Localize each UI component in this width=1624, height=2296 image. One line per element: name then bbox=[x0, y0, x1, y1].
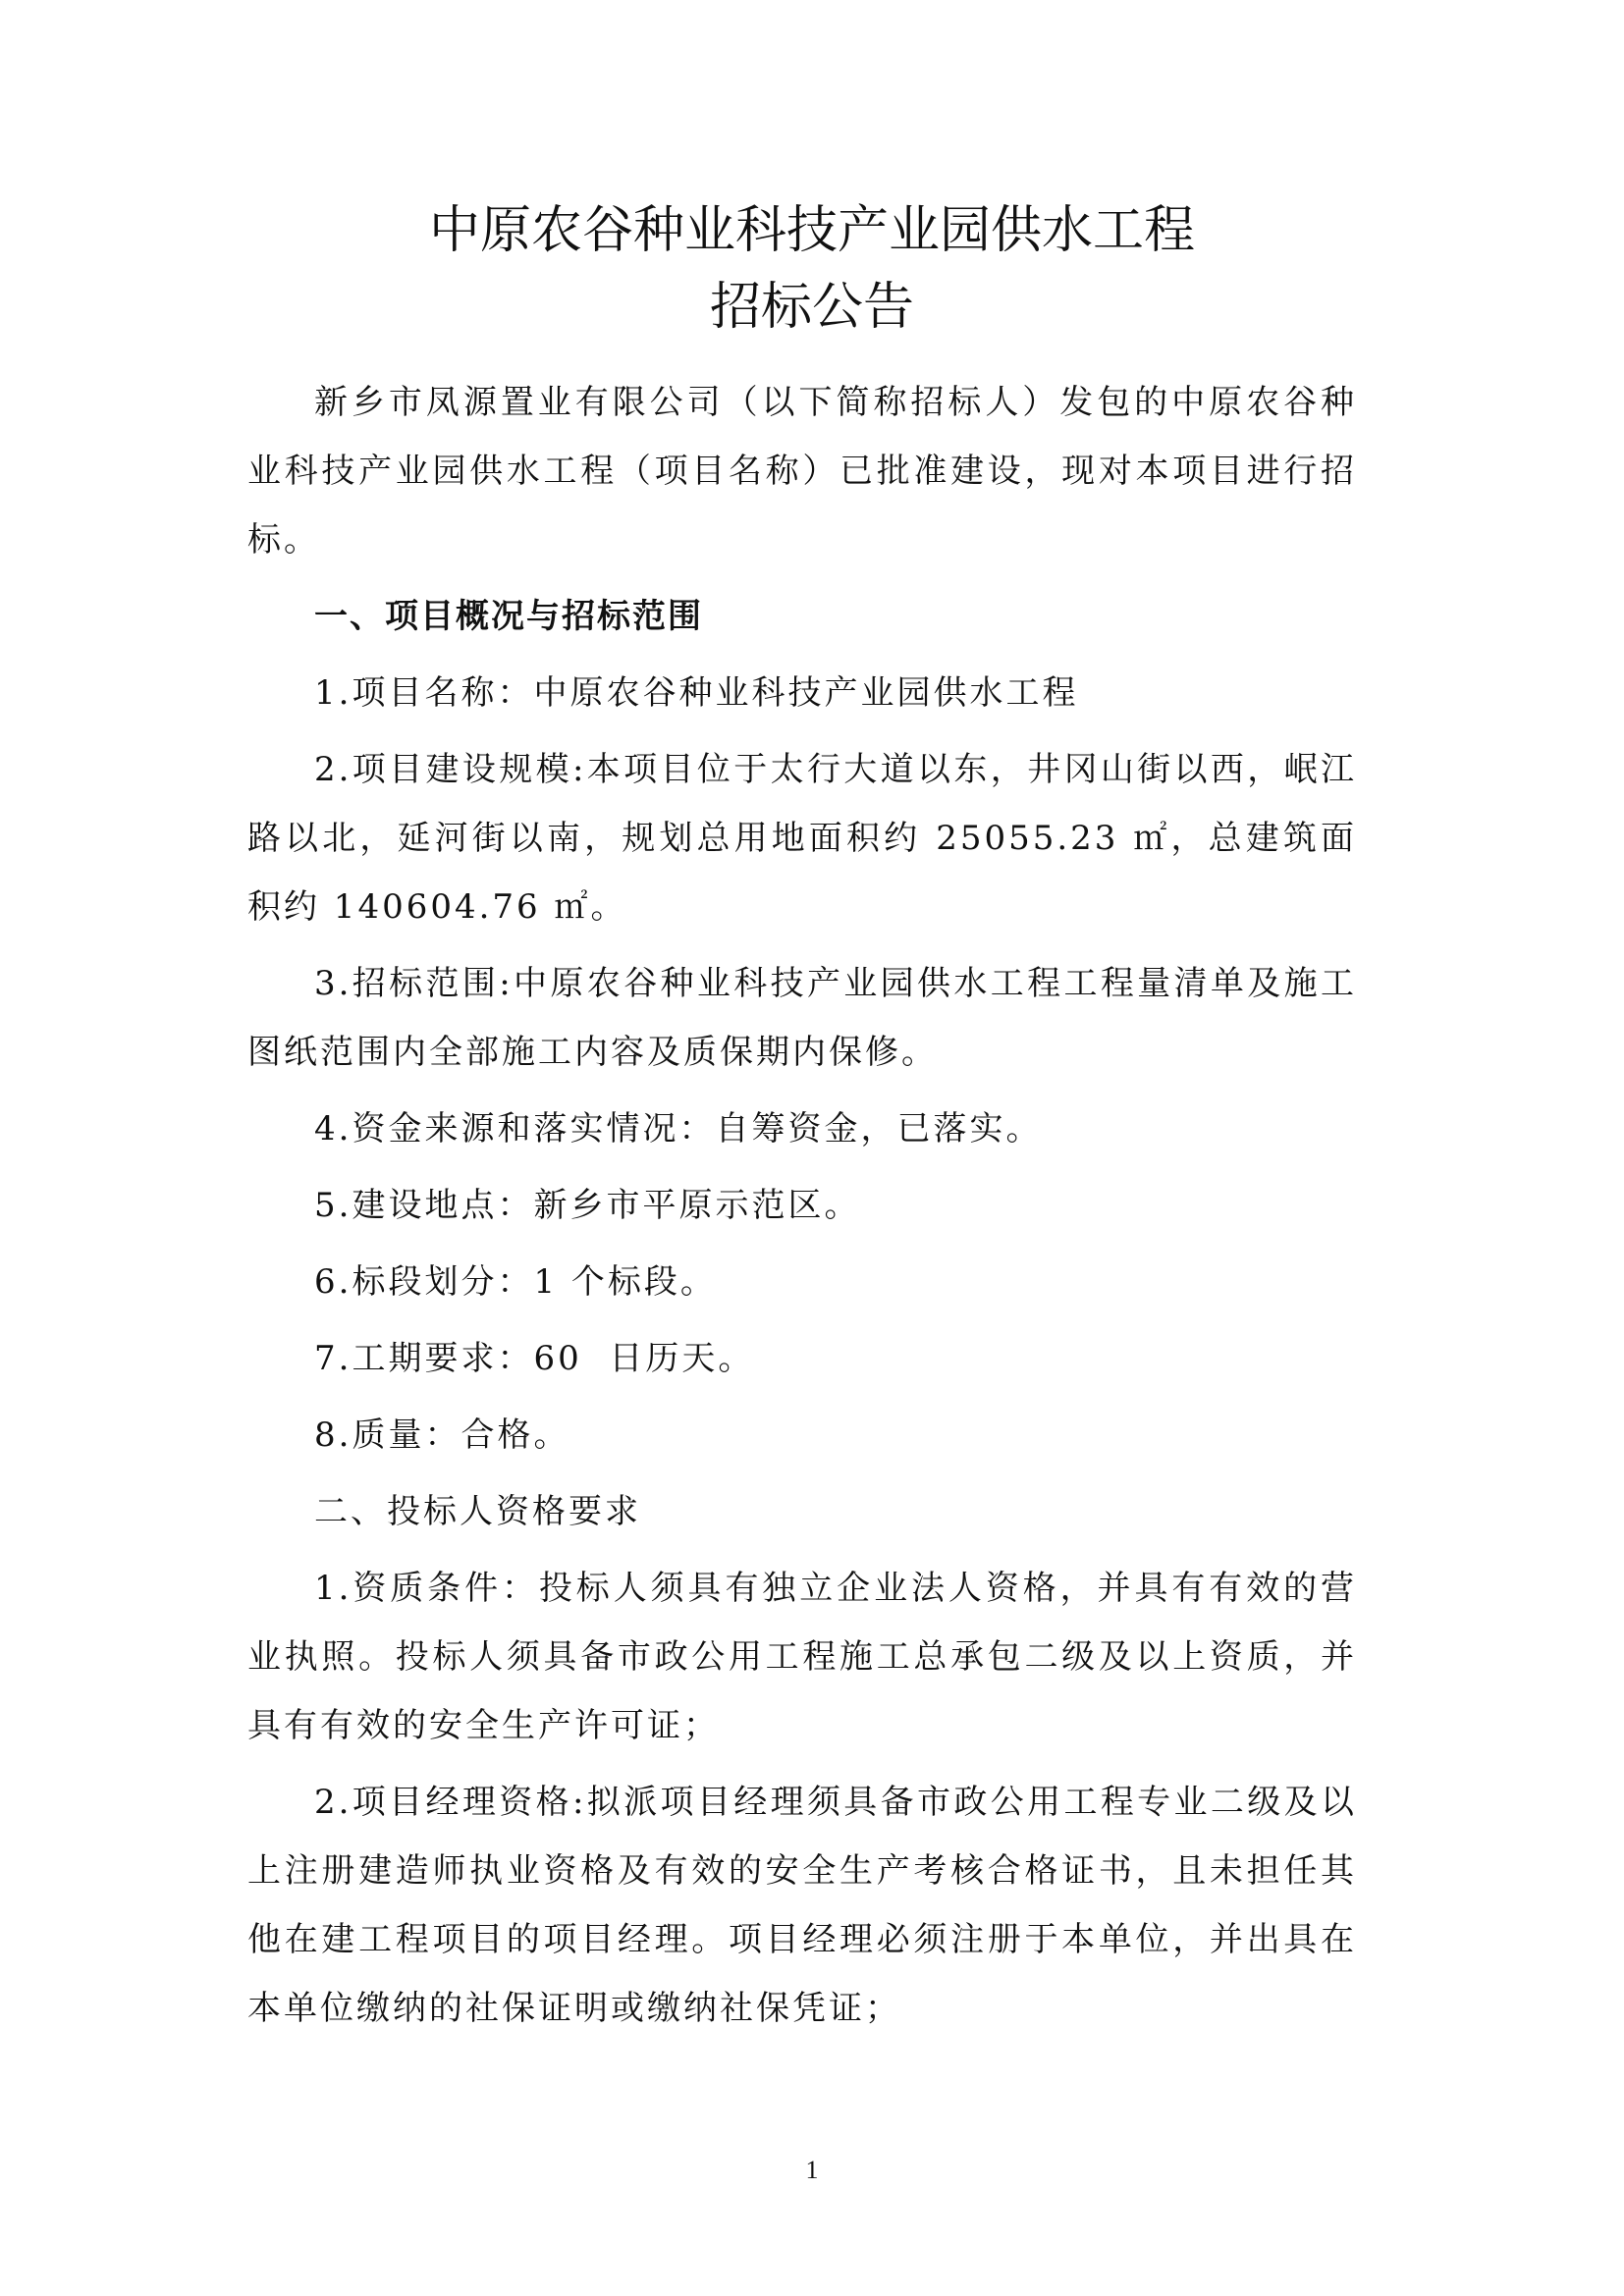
document-title: 中原农谷种业科技产业园供水工程 bbox=[428, 201, 1195, 260]
document-body bbox=[247, 368, 1357, 2051]
section1-item-7: 7.工期要求：60 日历天。 bbox=[314, 1339, 755, 1378]
intro-paragraph: 新乡市凤源置业有限公司（以下简称招标人）发包的中原农谷种业科技产业园供水工程（项目名称）已批准建设，现对本项目进行招标。 bbox=[247, 383, 1357, 560]
section1-item-1: 1.项目名称：中原农谷种业科技产业园供水工程 bbox=[314, 673, 1079, 713]
section1-heading: 一、项目概况与招标范围 bbox=[314, 597, 703, 636]
section1-item-3: 3.招标范围:中原农谷种业科技产业园供水工程工程量清单及施工图纸范围内全部施工内容及质保期内保修。 bbox=[247, 964, 1357, 1072]
section2-item-1: 1.资质条件：投标人须具有独立企业法人资格，并具有有效的营业执照。投标人须具备市政公用工程施工总承包二级及以上资质，并具有有效的安全生产许可证； bbox=[247, 1569, 1357, 1745]
section2-heading: 二、投标人资格要求 bbox=[314, 1492, 641, 1531]
section1-item-5: 5.建设地点：新乡市平原示范区。 bbox=[314, 1186, 861, 1225]
section1-item-4: 4.资金来源和落实情况：自筹资金，已落实。 bbox=[314, 1109, 1043, 1148]
document-subtitle: 招标公告 bbox=[709, 278, 914, 337]
page-number: 1 bbox=[805, 2156, 819, 2184]
section2-item-2: 2.项目经理资格:拟派项目经理须具备市政公用工程专业二级及以上注册建造师执业资格及有效的安全生产考核合格证书，且未担任其他在建工程项目的项目经理。项目经理必须注册于本单位，并出具在本单位缴纳的社保证明或缴纳社保凭证； bbox=[247, 1783, 1357, 2028]
section1-item-6: 6.标段划分：1 个标段。 bbox=[314, 1262, 717, 1302]
section1-item-8: 8.质量：合格。 bbox=[314, 1415, 570, 1455]
section1-item-2: 2.项目建设规模:本项目位于太行大道以东，井冈山街以西，岷江路以北，延河街以南，规划总用地面积约 25055.23 ㎡，总建筑面积约 140604.76 ㎡。 bbox=[247, 750, 1357, 927]
